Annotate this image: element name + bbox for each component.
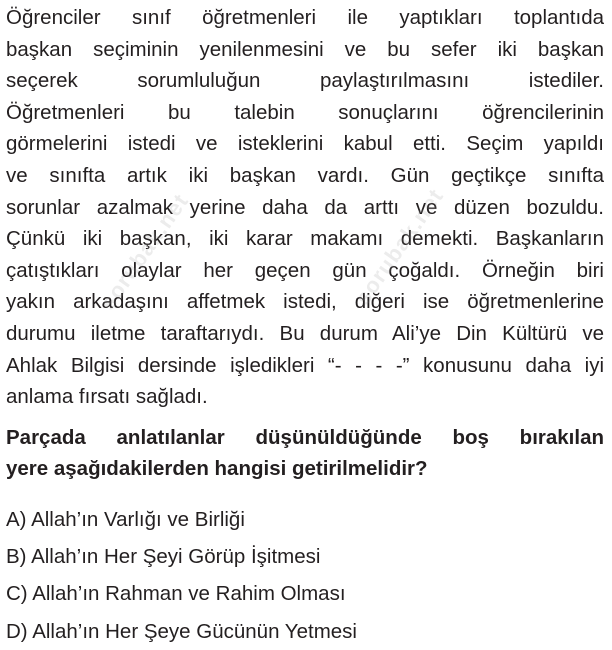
watermark: sorubak.net [95,188,194,315]
question-line: yere aşağıdakilerden hangisi getirilmelidir? [6,456,428,480]
passage [6,2,604,413]
question-page [6,2,604,650]
passage-line: anlama fırsatı sağladı. [6,385,208,409]
passage-line: başkan seçiminin yenilenmesini ve bu sefer iki başkan [6,37,604,61]
passage-line: çatıştıkları olaylar her geçen gün çoğaldı. Örneğin biri [6,258,604,282]
passage-line: Ahlak Bilgisi dersinde işledikleri “- - - -” konusunu daha iyi [6,353,604,377]
answer-options [6,501,604,650]
option-a[interactable]: A) Allah’ın Varlığı ve Birliği [6,507,245,531]
passage-line: Öğrenciler sınıf öğretmenleri ile yaptıkları toplantıda [6,6,604,29]
option-b[interactable]: B) Allah’ın Her Şeyi Görüp İşitmesi [6,545,321,569]
passage-line: Öğretmenleri bu talebin sonuçlarını öğrencilerinin [6,100,604,124]
option-d[interactable]: D) Allah’ın Her Şeye Gücünün Yetmesi [6,619,357,643]
option-c[interactable]: C) Allah’ın Rahman ve Rahim Olması [6,582,346,606]
passage-line: durumu iletme taraftarıydı. Bu durum Ali’ye Din Kültürü ve [6,321,604,345]
question-line: Parçada anlatılanlar düşünüldüğünde boş bırakılan [6,425,604,449]
passage-line: ve sınıfta artık iki başkan vardı. Gün geçtikçe sınıfta [6,163,604,187]
passage-line: sorunlar azalmak yerine daha da arttı ve düzen bozuldu. [6,195,604,219]
watermark: sorubak.net [350,183,449,310]
question-stem [6,422,604,484]
passage-line: Çünkü iki başkan, iki karar makamı demekti. Başkanların [6,227,604,251]
passage-line: yakın arkadaşını affetmek istedi, diğeri ise öğretmenlerine [6,290,604,314]
passage-line: seçerek sorumluluğun paylaştırılmasını istediler. [6,69,604,93]
passage-line: görmelerini istedi ve isteklerini kabul etti. Seçim yapıldı [6,132,604,156]
